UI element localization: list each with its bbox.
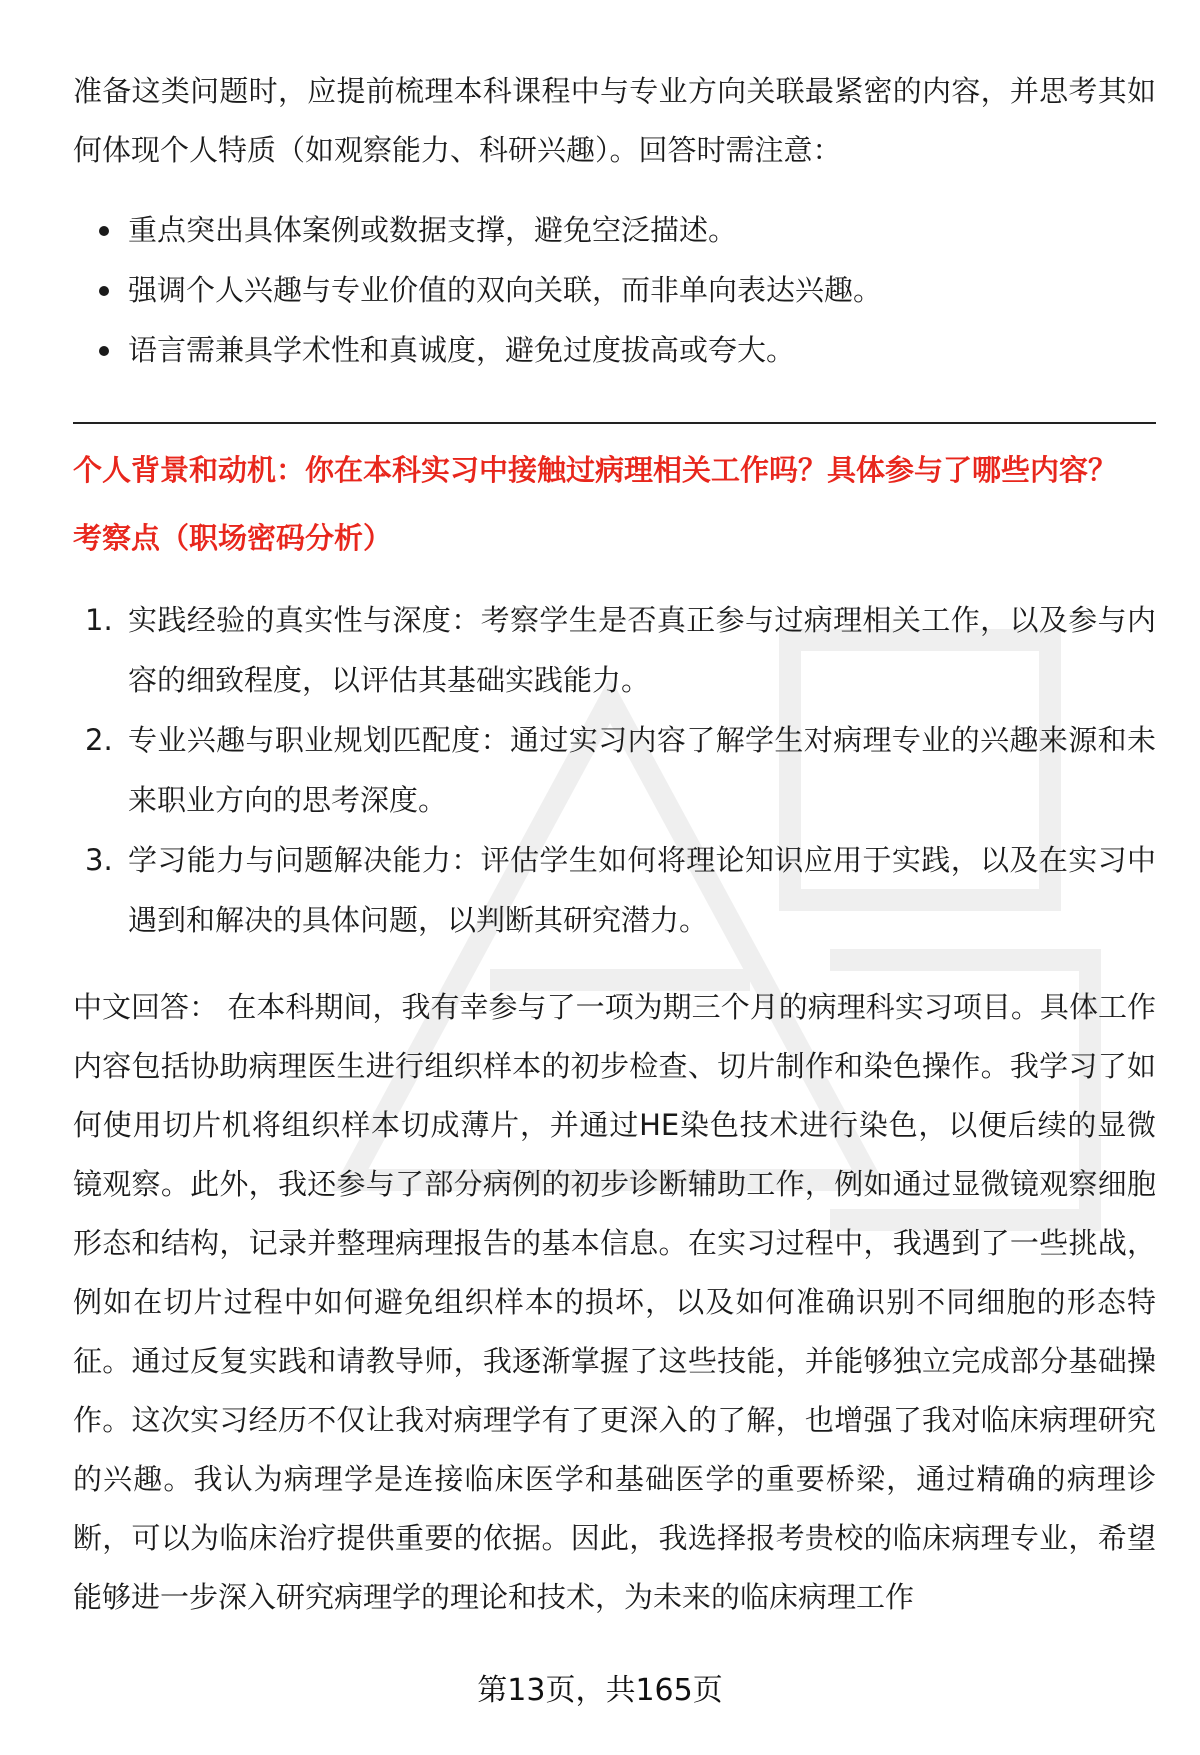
list-item bbox=[73, 830, 1156, 950]
list-item-text: 学习能力与问题解决能力：评估学生如何将理论知识应用于实践，以及在实习中遇到和解决的具体问题，以判断其研究潜力。 bbox=[128, 843, 1156, 937]
list-item-number: 1. bbox=[85, 603, 113, 637]
page-number: 第13页，共165页 bbox=[477, 1673, 723, 1708]
bullet-item: 重点突出具体案例或数据支撑，避免空泛描述。 bbox=[73, 200, 1156, 260]
list-item bbox=[73, 590, 1156, 710]
document-page bbox=[73, 62, 1156, 1627]
list-item-number: 2. bbox=[85, 723, 113, 757]
intro-paragraph: 准备这类问题时，应提前梳理本科课程中与专业方向关联最紧密的内容，并思考其如何体现个人特质（如观察能力、科研兴趣）。回答时需注意： bbox=[73, 74, 1156, 167]
list-item-text: 专业兴趣与职业规划匹配度：通过实习内容了解学生对病理专业的兴趣来源和未来职业方向的思考深度。 bbox=[128, 723, 1156, 817]
focus-points-list bbox=[73, 590, 1156, 950]
question-heading: 个人背景和动机：你在本科实习中接触过病理相关工作吗？具体参与了哪些内容？ bbox=[73, 453, 1118, 487]
section-divider bbox=[73, 422, 1156, 424]
bullet-list bbox=[73, 200, 1156, 380]
list-item-text: 实践经验的真实性与深度：考察学生是否真正参与过病理相关工作，以及参与内容的细致程度，以评估其基础实践能力。 bbox=[128, 603, 1156, 697]
answer-paragraph: 中文回答： 在本科期间，我有幸参与了一项为期三个月的病理科实习项目。具体工作内容包括协助病理医生进行组织样本的初步检查、切片制作和染色操作。我学习了如何使用切片机将组织样本切成薄片，并通过HE染色技术进行染色，以便后续的显微镜观察。此外，我还参与了部分病例的初步诊断辅助工作，例如通过显微镜观察细胞形态和结构，记录并整理病理报告的基本信息。在实习过程中，我遇到了一些挑战，例如在切片过程中如何避免组织样本的损坏，以及如何准确识别不同细胞的形态特征。通过反复实践和请教导师，我逐渐掌握了这些技能，并能够独立完成部分基础操作。这次实习经历不仅让我对病理学有了更深入的了解，也增强了我对临床病理研究的兴趣。我认为病理学是连接临床医学和基础医学的重要桥梁，通过精确的病理诊断，可以为临床治疗提供重要的依据。因此，我选择报考贵校的临床病理专业，希望能够进一步深入研究病理学的理论和技术，为未来的临床病理工作 bbox=[73, 990, 1156, 1614]
bullet-item: 强调个人兴趣与专业价值的双向关联，而非单向表达兴趣。 bbox=[73, 260, 1156, 320]
bullet-item: 语言需兼具学术性和真诚度，避免过度拔高或夸大。 bbox=[73, 320, 1156, 380]
list-item-number: 3. bbox=[85, 843, 113, 877]
focus-heading: 考察点（职场密码分析） bbox=[73, 521, 393, 555]
list-item bbox=[73, 710, 1156, 830]
